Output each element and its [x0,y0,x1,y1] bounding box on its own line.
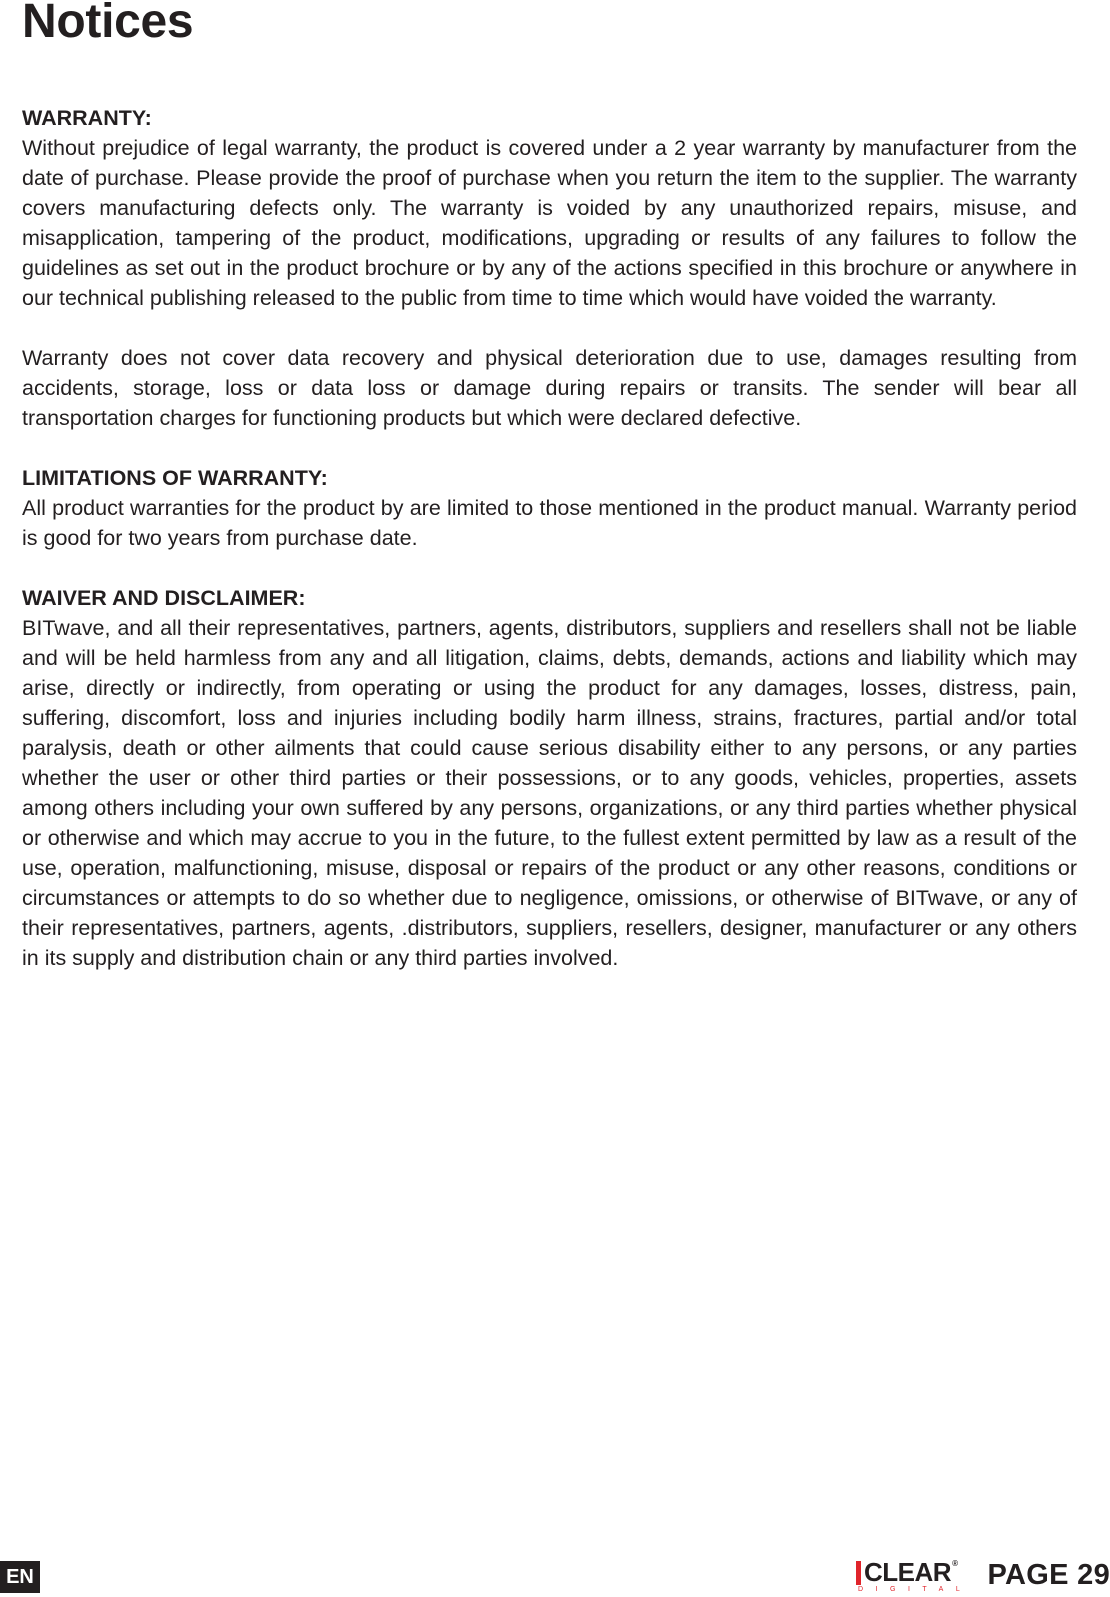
waiver-paragraph: BITwave, and all their representatives, partners, agents, distributors, suppliers and resellers shall not be liable and will be held harmless from any and all litigation, claims, debts, demands, actions and liability which may arise, directly or indirectly, from operating or using the product for any damages, losses, distress, pain, suffering, discomfort, loss and injuries including bodily harm illness, strains, fractures, partial and/or total paralysis, death or other ailments that could cause serious disability either to any persons, or any parties whether the user or other third parties or their possessions, or to any goods, vehicles, properties, assets among others including your own suffered by any persons, organizations, or any third parties whether physical or otherwise and which may accrue to you in the future, to the fullest extent permitted by law as a result of the use, operation, malfunctioning, misuse, disposal or repairs of the product or any other reasons, conditions or circumstances or attempts to do so whether due to negligence, omissions, or otherwise of BITwave, or any of their representatives, partners, agents, .distributors, suppliers, resellers, designer, manufacturer or any others in its supply and distribution chain or any third parties involved. [22,616,1077,970]
page-number: PAGE 29 [987,1559,1110,1591]
section-heading-warranty: WARRANTY: [22,106,152,130]
logo-wordmark [856,1558,960,1586]
document-body [22,103,1077,1003]
page-title: Notices [22,0,194,48]
limitations-section [22,463,1077,553]
limitations-paragraph: All product warranties for the product by are limited to those mentioned in the product manual. Warranty period is good for two years from purchase date. [22,496,1077,550]
section-heading-limitations: LIMITATIONS OF WARRANTY: [22,466,328,490]
logo-registered-mark: ® [952,1559,958,1568]
warranty-paragraph-1: Without prejudice of legal warranty, the product is covered under a 2 year warranty by manufacturer from the date of purchase. Please provide the proof of purchase when you return the item to the supplier. The warranty covers manufacturing defects only. The warranty is voided by any unauthorized repairs, misuse, and misapplication, tampering of the product, modifications, upgrading or results of any failures to follow the guidelines as set out in the product brochure or by any of the actions specified in this brochure or anywhere in our technical publishing released to the public from time to time which would have voided the warranty. [22,136,1077,310]
logo-text: CLEAR [864,1557,952,1587]
logo-subtext: DIGITAL [858,1586,973,1593]
brand-logo [856,1557,973,1594]
warranty-paragraph-2: Warranty does not cover data recovery and physical deterioration due to use, damages resulting from accidents, storage, loss or data loss or damage during repairs or transits. The sender will bear all transportation charges for functioning products but which were declared defective. [22,346,1077,430]
waiver-section [22,583,1077,973]
section-heading-waiver: WAIVER AND DISCLAIMER: [22,586,306,610]
warranty-section [22,103,1077,433]
language-badge: EN [0,1561,40,1593]
logo-red-bar-icon [856,1561,861,1585]
